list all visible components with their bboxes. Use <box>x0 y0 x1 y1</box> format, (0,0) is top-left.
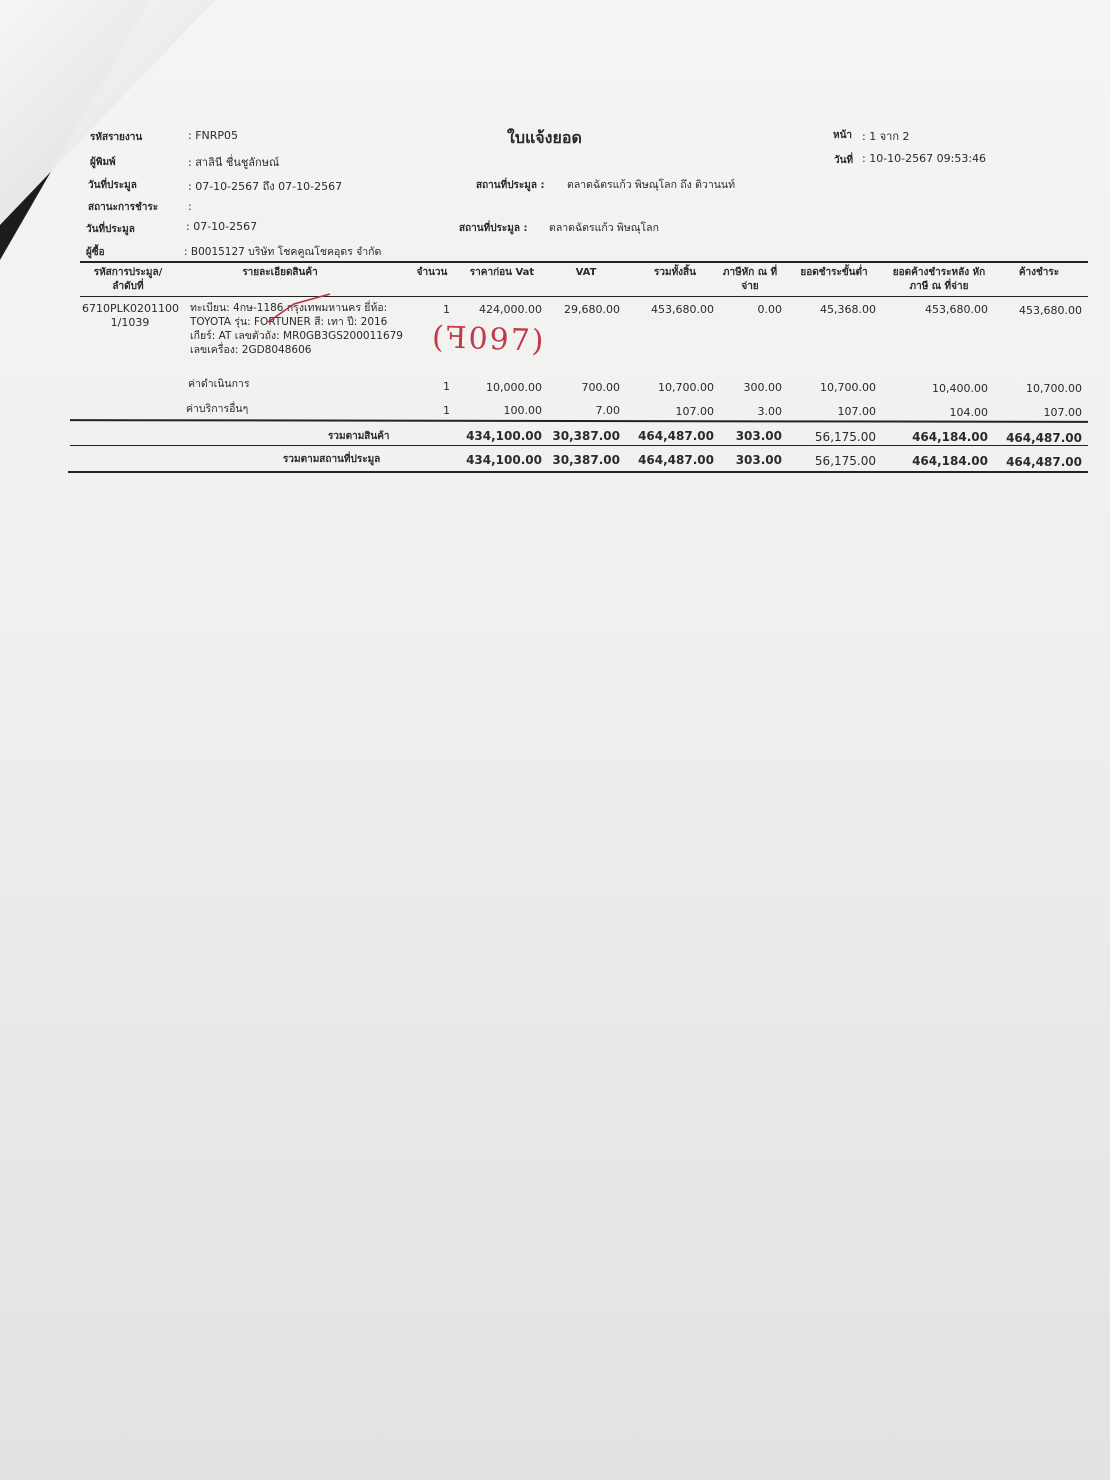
table-row-3-qty: 1 <box>443 404 450 417</box>
pen-strike-mark <box>260 290 340 330</box>
subtotal-label: รวมตามสินค้า <box>328 431 390 442</box>
subtotal-price: 434,100.00 <box>466 429 542 443</box>
venue-total-top-rule <box>70 445 1088 446</box>
table-row-2-price: 10,000.00 <box>486 381 542 394</box>
table-row-3-total: 107.00 <box>675 405 714 418</box>
table-row-3-detail: ค่าบริการอื่นๆ <box>186 403 249 415</box>
venue-range-value: ตลาดฉัตรแก้ว พิษณุโลก ถึง ติวานนท์ <box>567 179 735 191</box>
table-row-3-min-pay: 107.00 <box>837 405 876 418</box>
table-row-1-seq: 1/1039 <box>110 316 150 329</box>
buyer-label: ผู้ซื้อ <box>86 247 105 258</box>
print-date-label: วันที่ <box>834 155 854 166</box>
venue-total-balance-after: 464,184.00 <box>912 454 988 468</box>
table-row-2-detail: ค่าดำเนินการ <box>188 378 250 390</box>
table-top-rule <box>80 261 1088 263</box>
venue-label: สถานที่ประมูล : <box>459 223 528 234</box>
col-header-qty: จำนวน <box>416 267 448 278</box>
table-row-1-vat: 29,680.00 <box>564 303 620 316</box>
page-number-label: หน้า <box>833 130 853 141</box>
auction-date-range: : 07-10-2567 ถึง 07-10-2567 <box>188 180 343 193</box>
table-row-3-vat: 7.00 <box>595 404 620 417</box>
table-row-3-outstanding: 107.00 <box>1043 406 1082 419</box>
page-title: ใบแจ้งยอด <box>507 128 582 147</box>
table-row-2-total: 10,700.00 <box>658 381 714 394</box>
venue-total-min-pay: 56,175.00 <box>814 454 876 468</box>
table-row-2-balance-after: 10,400.00 <box>932 382 988 395</box>
table-row-1-min-pay: 45,368.00 <box>820 303 876 316</box>
venue-total-wht: 303.00 <box>735 453 782 467</box>
payment-status-label: สถานะการชำระ <box>88 202 159 213</box>
venue-total-outstanding: 464,487.00 <box>1006 455 1082 469</box>
col-header-price: ราคาก่อน Vat <box>469 267 535 278</box>
col-header-min-pay: ยอดชำระขั้นต่ำ <box>800 267 868 278</box>
subtotal-vat: 30,387.00 <box>552 429 620 443</box>
col-header-balance-after: ยอดค้างชำระหลัง หักภาษี ณ ที่จ่าย <box>892 267 986 292</box>
subtotal-outstanding: 464,487.00 <box>1006 431 1082 445</box>
table-row-2-qty: 1 <box>443 380 450 393</box>
printer-label: ผู้พิมพ์ <box>90 157 116 168</box>
subtotal-total: 464,487.00 <box>638 429 714 443</box>
subtotal-wht: 303.00 <box>735 429 782 443</box>
table-row-1-detail: ทะเบียน: 4กษ-1186 กรุงเทพมหานคร ยี่ห้อ: TOYOTA รุ่น: FORTUNER สี: เทา ปี: 2016 เกียร์: AT เลขตัวถัง: MR0GB3GS200011679 เลขเครื่อง: 2GD8048606 <box>190 302 403 356</box>
table-header-rule <box>80 296 1088 297</box>
table-row-2-vat: 700.00 <box>581 381 620 394</box>
table-row-2-min-pay: 10,700.00 <box>820 381 876 394</box>
auction-date-label: วันที่ประมูล <box>88 180 137 191</box>
col-header-wht: ภาษีหัก ณ ที่จ่าย <box>722 267 778 292</box>
venue-value: ตลาดฉัตรแก้ว พิษณุโลก <box>549 222 659 234</box>
venue-total-price: 434,100.00 <box>466 453 542 467</box>
table-row-1-total: 453,680.00 <box>651 303 714 316</box>
col-header-total: รวมทั้งสิ้น <box>654 267 696 278</box>
subtotal-balance-after: 464,184.00 <box>912 430 988 444</box>
venue-range-label: สถานที่ประมูล : <box>476 180 545 191</box>
table-row-3-price: 100.00 <box>503 404 542 417</box>
table-row-3-balance-after: 104.00 <box>949 406 988 419</box>
venue-total-label: รวมตามสถานที่ประมูล <box>283 454 381 465</box>
table-row-1-qty: 1 <box>443 303 450 316</box>
venue-total-vat: 30,387.00 <box>552 453 620 467</box>
table-row-1-code: 6710PLK0201100 <box>82 302 179 315</box>
table-row-1-outstanding: 453,680.00 <box>1019 304 1082 317</box>
print-date-value: : 10-10-2567 09:53:46 <box>862 152 987 165</box>
venue-total-total: 464,487.00 <box>638 453 714 467</box>
table-row-1-wht: 0.00 <box>757 303 782 316</box>
auction-date2-label: วันที่ประมูล <box>86 224 135 235</box>
handwritten-note: (ꟻ097) <box>431 320 547 359</box>
col-header-vat: VAT <box>575 267 597 278</box>
venue-total-bottom-rule <box>68 471 1088 473</box>
report-code-label: รหัสรายงาน <box>90 132 143 143</box>
subtotal-top-rule <box>70 419 1088 423</box>
col-header-outstanding: ค้างชำระ <box>1018 267 1060 278</box>
auction-date2-value: : 07-10-2567 <box>186 220 258 233</box>
page-number-value: : 1 จาก 2 <box>862 130 910 143</box>
col-header-detail: รายละเอียดสินค้า <box>242 267 318 278</box>
col-header-code: รหัสการประมูล/ ลำดับที่ <box>93 267 163 292</box>
table-row-1-price: 424,000.00 <box>479 303 542 316</box>
table-row-1-balance-after: 453,680.00 <box>925 303 988 316</box>
printer-value: : สาลินี ชื่นชูลักษณ์ <box>188 156 280 169</box>
buyer-value: : B0015127 บริษัท โชคคูณโชคอุดร จำกัด <box>184 246 382 258</box>
table-row-2-outstanding: 10,700.00 <box>1026 382 1082 395</box>
table-row-2-wht: 300.00 <box>743 381 782 394</box>
payment-status-value: : <box>188 200 192 213</box>
report-code-value: : FNRP05 <box>188 129 239 142</box>
subtotal-min-pay: 56,175.00 <box>814 430 876 444</box>
table-row-3-wht: 3.00 <box>757 405 782 418</box>
